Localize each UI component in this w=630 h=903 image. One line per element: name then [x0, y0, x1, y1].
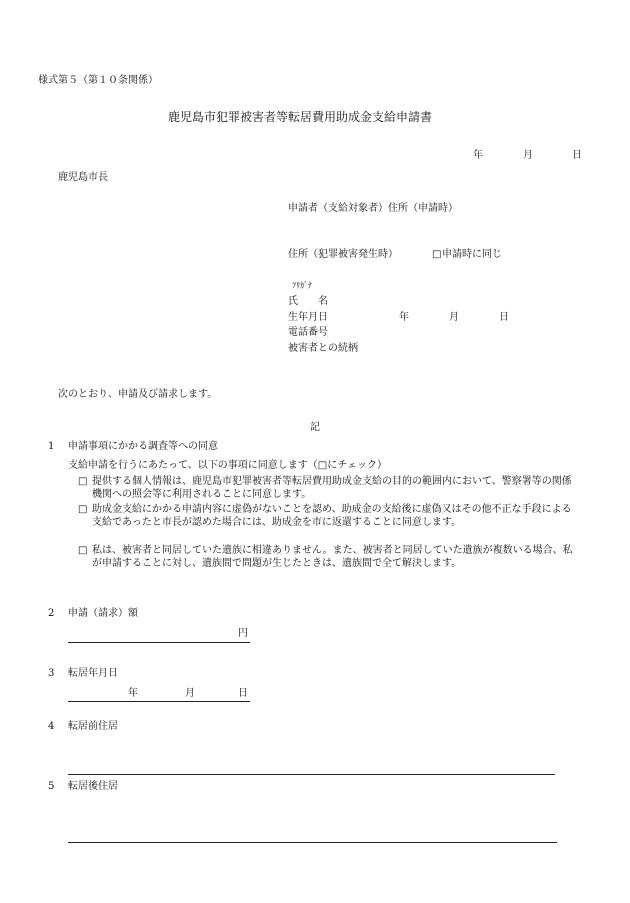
date-month-label: 月 [523, 150, 533, 161]
section-1-title: 申請事項にかかる調査等への同意 [68, 441, 218, 452]
intro-text: 次のとおり、申請及び請求します。 [58, 389, 218, 400]
phone-label: 電話番号 [288, 327, 328, 338]
consent-item-1 [78, 475, 578, 501]
new-residence-field[interactable] [68, 842, 557, 843]
applicant-address-incident-label: 住所（犯罪被害発生時） [288, 249, 398, 260]
name-label: 氏 名 [288, 296, 328, 307]
date-day-label: 日 [572, 150, 582, 161]
consent-text-2: 助成金支給にかかる申請内容に虚偽がないことを認め、助成金の支給後に虚偽又はその他不正な手段による支給であったと市長が認めた場合には、助成金を市に返還することに同意します。 [92, 504, 572, 528]
furigana-label: ﾌﾘｶﾞﾅ [292, 281, 312, 290]
ki-heading: 記 [310, 422, 320, 433]
section-1-lead: 支給申請を行うにあたって、以下の事項に同意します（□にチェック） [68, 460, 387, 471]
same-as-current-checkbox[interactable]: □ [432, 249, 442, 260]
move-day-label: 日 [238, 688, 248, 699]
section-3-title: 転居年月日 [68, 668, 118, 679]
section-5-number: 5 [48, 781, 55, 792]
consent-text-3: 私は、被害者と同居していた遺族に相違ありません。また、被害者と同居していた遺族が複数いる場合、私が申請することに対し、遺族間で問題が生じたときは、遺族間で全て解決します。 [92, 545, 573, 569]
amount-unit: 円 [238, 628, 248, 639]
same-as-current-label: 申請時に同じ [442, 249, 502, 260]
move-year-label: 年 [128, 688, 138, 699]
consent-item-2 [78, 503, 578, 529]
birth-day-label: 日 [499, 312, 509, 323]
section-2-number: 2 [48, 608, 55, 619]
consent-checkbox-3[interactable]: □ [78, 545, 88, 556]
amount-field[interactable] [68, 642, 250, 643]
form-number: 様式第５（第１０条関係） [38, 75, 158, 86]
page-title: 鹿児島市犯罪被害者等転居費用助成金支給申請書 [168, 110, 433, 124]
move-date-field[interactable] [68, 701, 250, 702]
section-1-number: 1 [48, 441, 55, 452]
applicant-address-current-label: 申請者（支給対象者）住所（申請時） [288, 203, 458, 214]
birthdate-label: 生年月日 [288, 312, 328, 323]
date-year-label: 年 [473, 150, 483, 161]
relation-label: 被害者との続柄 [288, 343, 358, 354]
section-2-title: 申請（請求）額 [68, 608, 138, 619]
consent-item-3 [78, 544, 578, 570]
birth-month-label: 月 [449, 312, 459, 323]
section-4-title: 転居前住居 [68, 721, 118, 732]
previous-residence-field[interactable] [68, 774, 555, 775]
birth-year-label: 年 [399, 312, 409, 323]
section-5-title: 転居後住居 [68, 781, 118, 792]
section-4-number: 4 [48, 721, 55, 732]
section-3-number: 3 [48, 668, 55, 679]
addressee: 鹿児島市長 [58, 172, 108, 183]
move-month-label: 月 [185, 688, 195, 699]
consent-checkbox-2[interactable]: □ [78, 504, 88, 515]
consent-text-1: 提供する個人情報は、鹿児島市犯罪被害者等転居費用助成金支給の目的の範囲内において、警察署等の関係機関への照会等に利用されることに同意します。 [92, 476, 572, 500]
consent-checkbox-1[interactable]: □ [78, 476, 88, 487]
